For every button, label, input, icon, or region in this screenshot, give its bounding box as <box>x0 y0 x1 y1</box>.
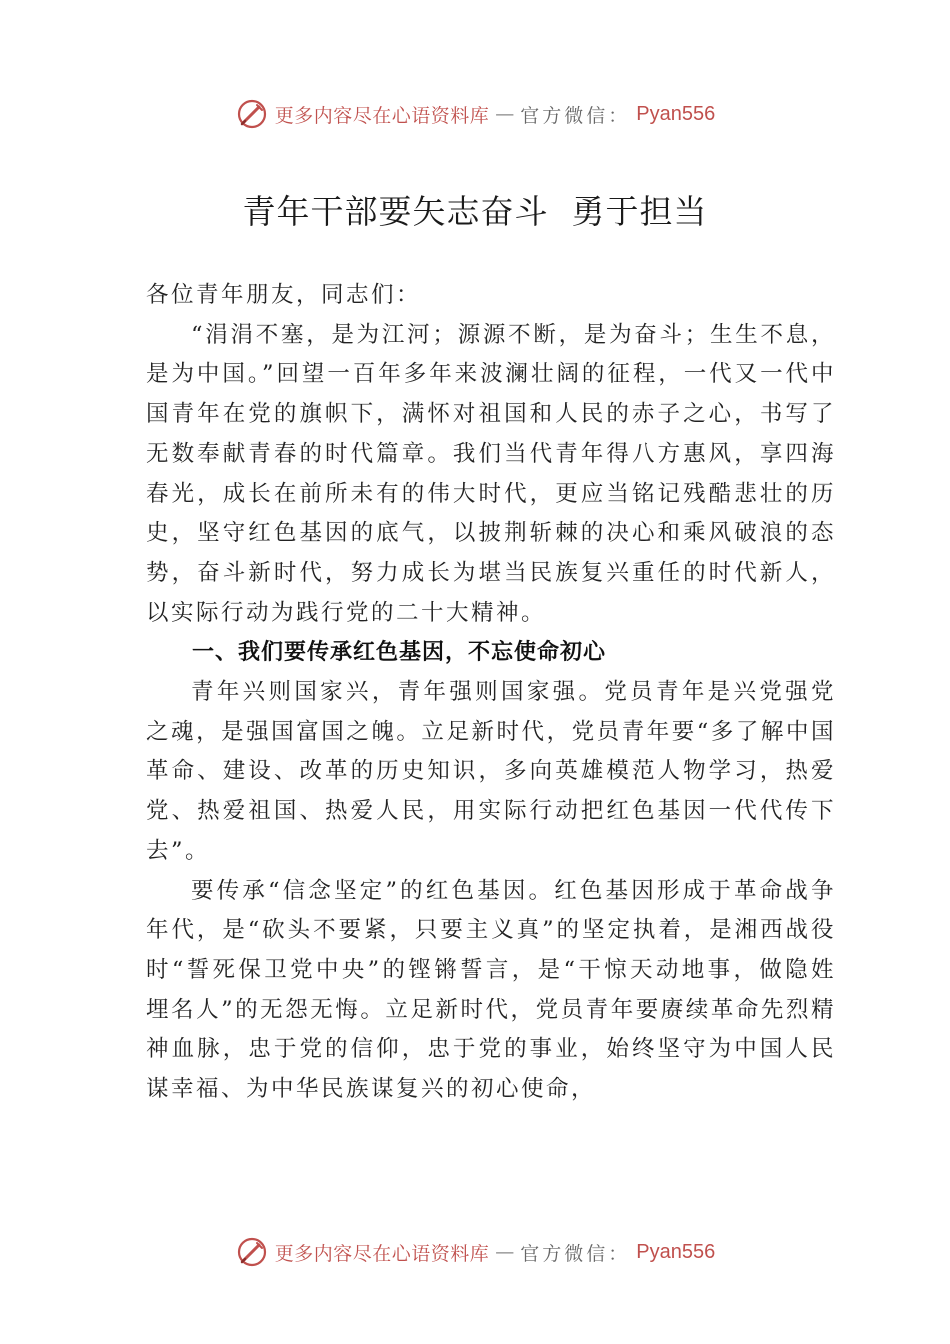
pen-circle-logo-icon <box>235 1235 269 1269</box>
banner-wechat-label: 官方微信： <box>520 1242 631 1265</box>
pen-circle-logo-icon <box>235 97 269 131</box>
banner-dash: — <box>495 103 515 125</box>
banner-dash: — <box>495 1241 515 1263</box>
document-title: 青年干部要矢志奋斗 勇于担当 <box>242 192 708 231</box>
banner-brand-text: 更多内容尽在心语资料库 <box>274 1242 490 1265</box>
document-body <box>146 276 836 1110</box>
banner-wechat-id: Pyan556 <box>636 1240 716 1263</box>
banner-wechat-label: 官方微信： <box>520 104 631 127</box>
section-1-paragraph: 青年兴则国家兴，青年强则国家强。党员青年是兴党强党之魂，是强国富国之魄。立足新时代，党员青年要“多了解中国革命、建设、改革的历史知识，多向英雄模范人物学习，热爱党、热爱祖国、热爱人民，用实际行动把红色基因一代代传下去”。 <box>146 679 836 864</box>
banner-wechat-id: Pyan556 <box>636 102 716 125</box>
footer-banner <box>0 1232 950 1272</box>
section-heading-1: 一、我们要传承红色基因，不忘使命初心 <box>192 640 607 666</box>
intro-paragraph: “涓涓不塞，是为江河；源源不断，是为奋斗；生生不息，是为中国。”回望一百年多年来波澜壮阔的征程，一代又一代中国青年在党的旗帜下，满怀对祖国和人民的赤子之心，书写了无数奉献青春的时代篇章。我们当代青年得八方惠风，享四海春光，成长在前所未有的伟大时代，更应当铭记残酷悲壮的历史，坚守红色基因的底气，以披荆斩棘的决心和乘风破浪的态势，奋斗新时代，努力成长为堪当民族复兴重任的时代新人，以实际行动为践行党的二十大精神。 <box>146 321 836 626</box>
section-1-paragraph: 要传承“信念坚定”的红色基因。红色基因形成于革命战争年代，是“砍头不要紧，只要主义真”的坚定执着，是湘西战役时“誓死保卫党中央”的铿锵誓言，是“干惊天动地事，做隐姓埋名人”的无怨无悔。立足新时代，党员青年要赓续革命先烈精神血脉，忠于党的信仰，忠于党的事业，始终坚守为中国人民谋幸福、为中华民族谋复兴的初心使命， <box>146 877 836 1103</box>
greeting: 各位青年朋友，同志们： <box>146 282 422 308</box>
banner-brand-text: 更多内容尽在心语资料库 <box>274 104 490 127</box>
header-banner <box>0 94 950 134</box>
